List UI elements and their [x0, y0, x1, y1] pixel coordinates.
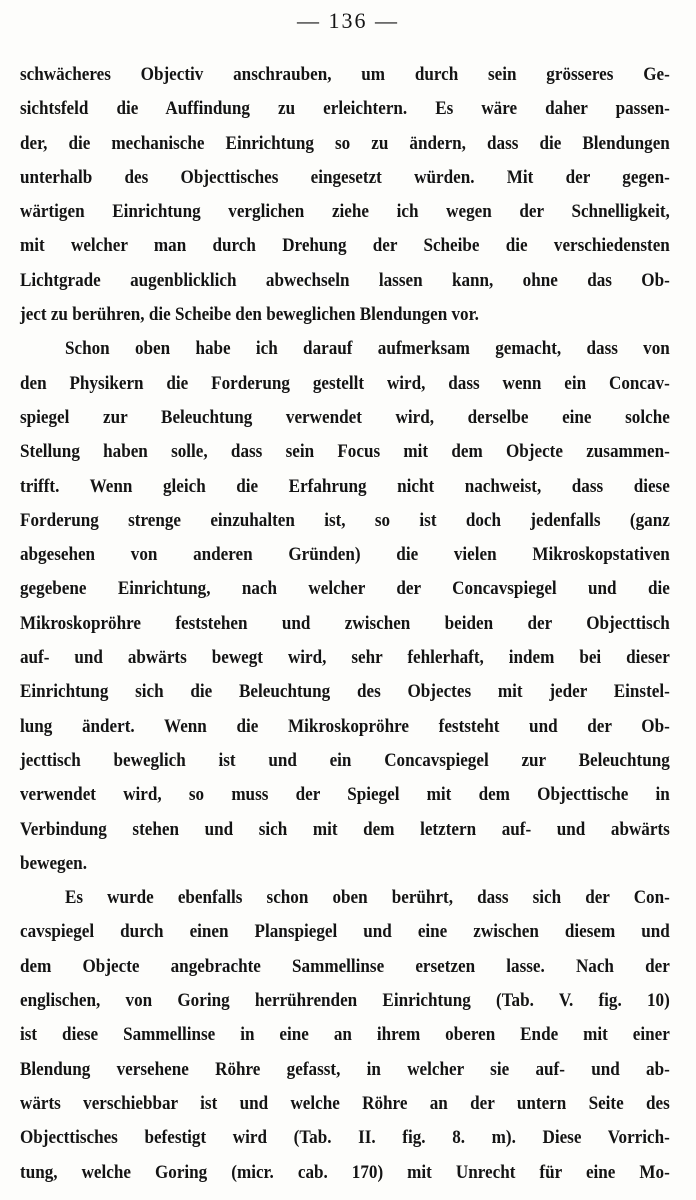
text-line: gegebene Einrichtung, nach welcher der Concavspiegel und die: [20, 578, 670, 600]
text-line: Lichtgrade augenblicklich abwechseln lassen kann, ohne das Ob-: [20, 269, 670, 291]
text-line: englischen, von Goring herrührenden Einrichtung (Tab. V. fig. 10): [20, 990, 670, 1012]
text-line: Mikroskopröhre feststehen und zwischen beiden der Objecttisch: [20, 612, 670, 634]
text-line: wärts verschiebbar ist und welche Röhre an der untern Seite des: [20, 1092, 670, 1114]
text-line: verwendet wird, so muss der Spiegel mit dem Objecttische in: [20, 784, 670, 806]
text-line: ject zu berühren, die Scheibe den beweglichen Blendungen vor.: [20, 304, 479, 326]
page-number-header: — 136 —: [297, 8, 399, 33]
text-line: Objecttisches befestigt wird (Tab. II. fig. 8. m). Diese Vorrich-: [20, 1127, 670, 1149]
text-line: sichtsfeld die Auffindung zu erleichtern. Es wäre daher passen-: [20, 98, 670, 120]
text-line: cavspiegel durch einen Planspiegel und eine zwischen diesem und: [20, 921, 670, 943]
text-line: den Physikern die Forderung gestellt wird, dass wenn ein Concav-: [20, 372, 670, 394]
text-line: Es wurde ebenfalls schon oben berührt, dass sich der Con-: [65, 887, 670, 909]
text-line: abgesehen von anderen Gründen) die vielen Mikroskopstativen: [20, 544, 670, 566]
text-line: Forderung strenge einzuhalten ist, so ist doch jedenfalls (ganz: [20, 509, 670, 531]
text-line: tung, welche Goring (micr. cab. 170) mit Unrecht für eine Mo-: [20, 1161, 670, 1183]
text-line: unterhalb des Objecttisches eingesetzt würden. Mit der gegen-: [20, 166, 670, 188]
text-line: jecttisch beweglich ist und ein Concavspiegel zur Beleuchtung: [20, 749, 670, 771]
text-line: bewegen.: [20, 852, 87, 874]
text-line: lung ändert. Wenn die Mikroskopröhre feststeht und der Ob-: [20, 715, 670, 737]
text-line: wärtigen Einrichtung verglichen ziehe ich wegen der Schnelligkeit,: [20, 201, 670, 223]
text-line: Stellung haben solle, dass sein Focus mit dem Objecte zusammen-: [20, 441, 670, 463]
text-line: Verbindung stehen und sich mit dem letztern auf- und abwärts: [20, 818, 670, 840]
text-line: Blendung versehene Röhre gefasst, in welcher sie auf- und ab-: [20, 1058, 670, 1080]
text-line: mit welcher man durch Drehung der Scheibe die verschiedensten: [20, 235, 670, 257]
text-line: Schon oben habe ich darauf aufmerksam gemacht, dass von: [65, 338, 670, 360]
text-line: spiegel zur Beleuchtung verwendet wird, derselbe eine solche: [20, 406, 670, 428]
body-text: [20, 58, 670, 1190]
text-line: schwächeres Objectiv anschrauben, um durch sein grösseres Ge-: [20, 64, 670, 85]
text-line: dem Objecte angebrachte Sammellinse ersetzen lasse. Nach der: [20, 955, 670, 977]
text-line: ist diese Sammellinse in eine an ihrem oberen Ende mit einer: [20, 1024, 670, 1046]
text-line: der, die mechanische Einrichtung so zu ändern, dass die Blendungen: [20, 132, 670, 154]
text-line: auf- und abwärts bewegt wird, sehr fehlerhaft, indem bei dieser: [20, 647, 670, 669]
text-line: Einrichtung sich die Beleuchtung des Objectes mit jeder Einstel-: [20, 681, 670, 703]
text-line: trifft. Wenn gleich die Erfahrung nicht nachweist, dass diese: [20, 475, 670, 497]
